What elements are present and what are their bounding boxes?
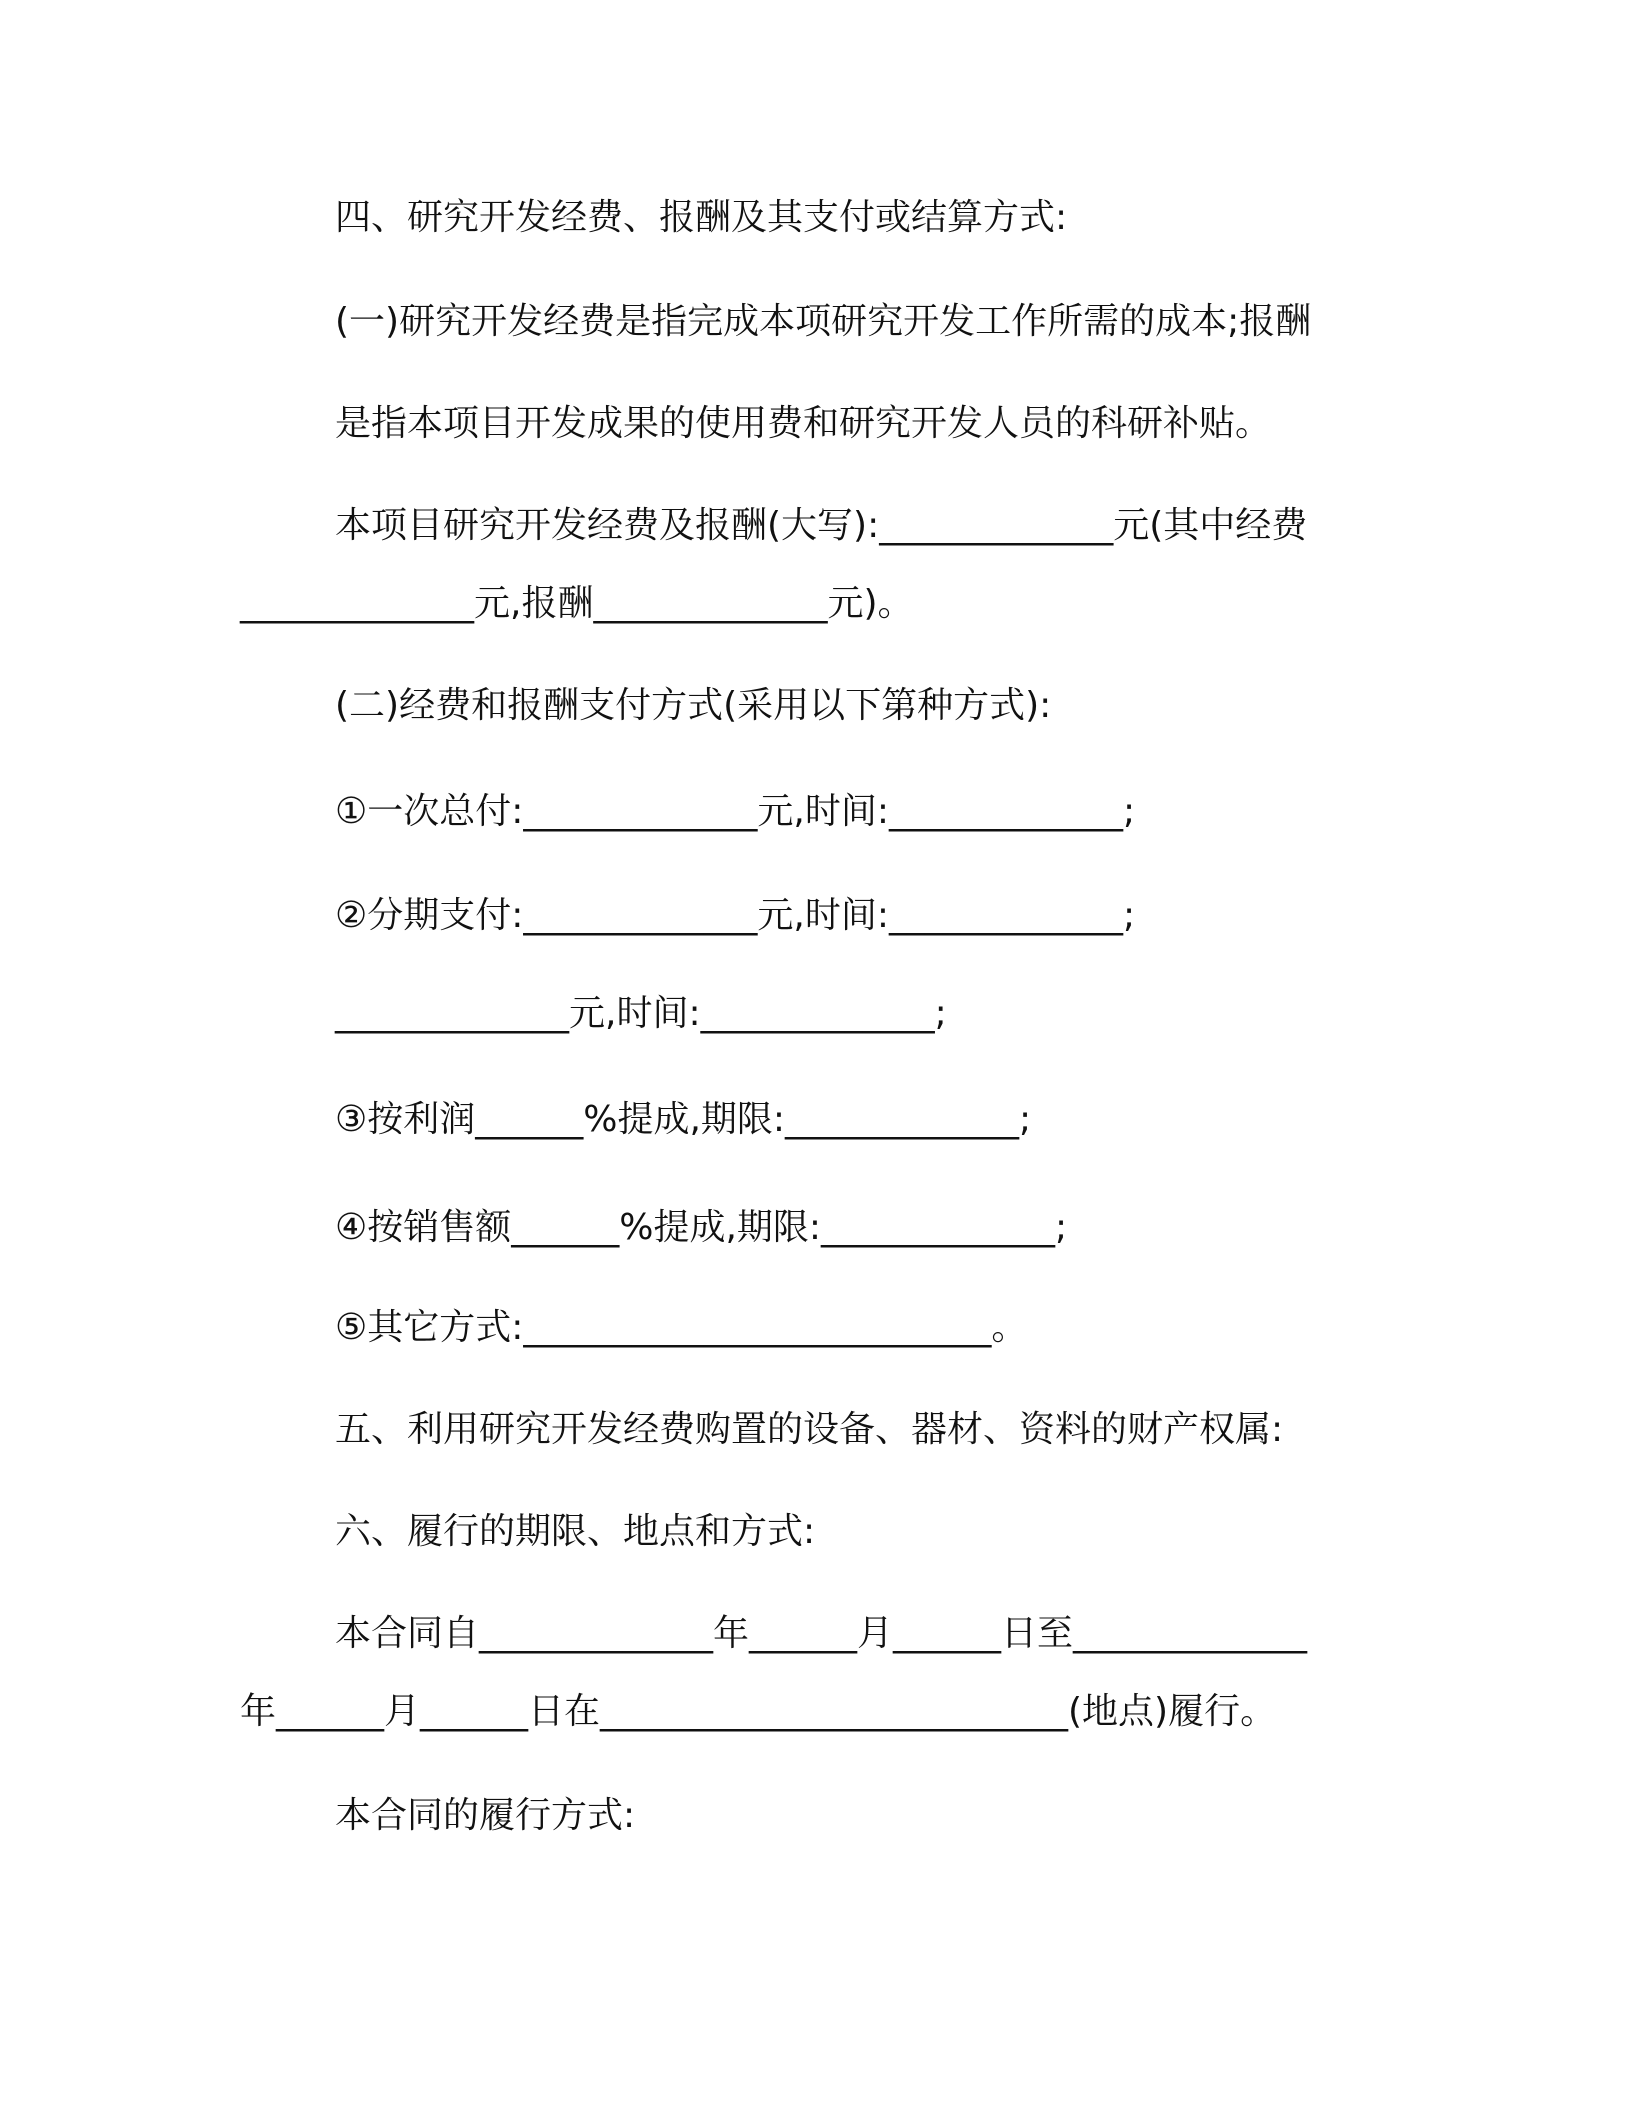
paragraph-line: (一)研究开发经费是指完成本项研究开发工作所需的成本;报酬 [335,301,1312,342]
paragraph-line: 是指本项目开发成果的使用费和研究开发人员的科研补贴。 [335,403,1272,444]
payment-option-5: ⑤其它方式:__________________________。 [335,1307,1028,1348]
payment-option-3: ③按利润______%提成,期限:_____________; [335,1099,1032,1140]
payment-option-1: ①一次总付:_____________元,时间:_____________; [335,791,1136,832]
paragraph-line: 本合同自_____________年______月______日至_____________ [335,1613,1308,1654]
paragraph-line: 本项目研究开发经费及报酬(大写):_____________元(其中经费 [335,505,1308,546]
paragraph-line: 本合同的履行方式: [335,1795,636,1836]
paragraph-line: _____________元,时间:_____________; [335,993,947,1034]
payment-option-2: ②分期支付:_____________元,时间:_____________; [335,895,1136,936]
paragraph-line: _____________元,报酬_____________元)。 [240,583,914,624]
section-heading-6: 六、履行的期限、地点和方式: [335,1511,816,1552]
paragraph-line: 年______月______日在__________________________(地点)履行。 [240,1691,1277,1732]
payment-option-4: ④按销售额______%提成,期限:_____________; [335,1207,1068,1248]
section-heading-5: 五、利用研究开发经费购置的设备、器材、资料的财产权属: [335,1409,1284,1450]
paragraph-line: (二)经费和报酬支付方式(采用以下第种方式): [335,685,1052,726]
section-heading-4: 四、研究开发经费、报酬及其支付或结算方式: [335,197,1068,238]
